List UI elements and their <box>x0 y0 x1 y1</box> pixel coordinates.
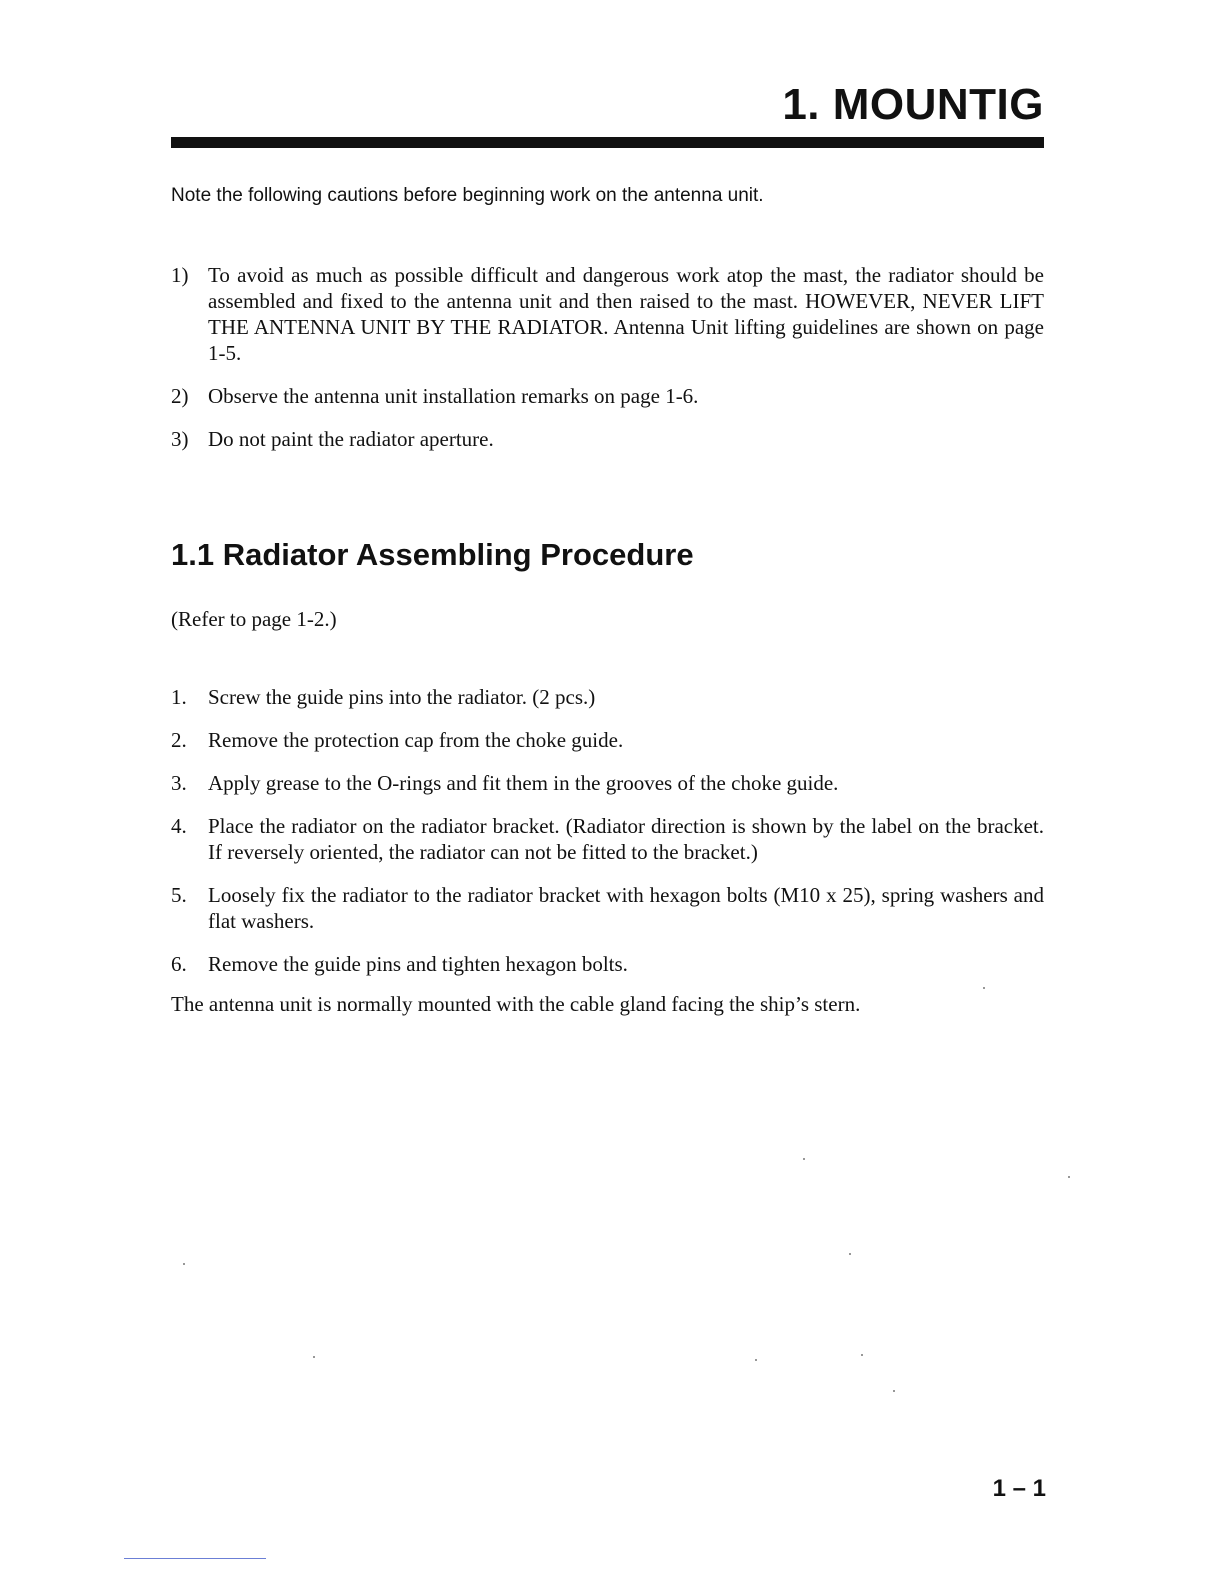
section-heading: 1.1 Radiator Assembling Procedure <box>171 537 694 572</box>
step-item <box>171 813 1044 865</box>
caution-text: To avoid as much as possible difficult and dangerous work atop the mast, the radiator should be assembled and fixed to the antenna unit and then raised to the mast. HOWEVER, NEVER LIFT THE ANTENNA UNIT BY THE RADIATOR. Antenna Unit lifting guidelines are shown on page 1-5. <box>208 263 1044 365</box>
step-text: Remove the guide pins and tighten hexagon bolts. <box>208 952 628 976</box>
step-number: 2. <box>171 728 187 752</box>
step-item <box>171 882 1044 934</box>
step-item <box>171 951 1044 977</box>
step-text: Apply grease to the O-rings and fit them in the grooves of the choke guide. <box>208 771 839 795</box>
scan-speck <box>313 1356 315 1358</box>
intro-text: Note the following cautions before beginning work on the antenna unit. <box>171 185 764 206</box>
caution-item <box>171 426 1044 452</box>
caution-number: 3) <box>171 427 189 451</box>
step-text: Remove the protection cap from the choke guide. <box>208 728 624 752</box>
step-item <box>171 684 1044 710</box>
title-rule <box>171 137 1044 148</box>
scan-speck <box>755 1359 757 1361</box>
caution-item <box>171 262 1044 366</box>
closing-note: The antenna unit is normally mounted with the cable gland facing the ship’s stern. <box>171 992 861 1016</box>
footer-rule <box>124 1558 266 1559</box>
procedure-steps <box>171 684 1044 994</box>
scan-speck <box>183 1263 185 1265</box>
step-text: Place the radiator on the radiator bracket. (Radiator direction is shown by the label on the bracket. If reversely oriented, the radiator can not be fitted to the bracket.) <box>208 814 1044 864</box>
scan-speck <box>1068 1176 1070 1178</box>
step-number: 6. <box>171 952 187 976</box>
scan-speck <box>803 1158 805 1160</box>
step-text: Loosely fix the radiator to the radiator bracket with hexagon bolts (M10 x 25), spring washers and flat washers. <box>208 883 1044 933</box>
step-number: 4. <box>171 814 187 838</box>
scan-speck <box>983 987 985 989</box>
caution-text: Observe the antenna unit installation remarks on page 1-6. <box>208 384 699 408</box>
step-text: Screw the guide pins into the radiator. (2 pcs.) <box>208 685 596 709</box>
scan-speck <box>861 1354 863 1356</box>
page-number: 1 – 1 <box>992 1475 1046 1502</box>
caution-number: 2) <box>171 384 189 408</box>
caution-text: Do not paint the radiator aperture. <box>208 427 494 451</box>
step-number: 1. <box>171 685 187 709</box>
scan-speck <box>893 1390 895 1392</box>
step-number: 3. <box>171 771 187 795</box>
page-reference: (Refer to page 1-2.) <box>171 607 337 631</box>
scan-speck <box>849 1253 851 1255</box>
caution-list <box>171 262 1044 469</box>
step-number: 5. <box>171 883 187 907</box>
step-item <box>171 770 1044 796</box>
step-item <box>171 727 1044 753</box>
chapter-title: 1. MOUNTIG <box>782 80 1044 129</box>
caution-number: 1) <box>171 263 189 287</box>
caution-item <box>171 383 1044 409</box>
